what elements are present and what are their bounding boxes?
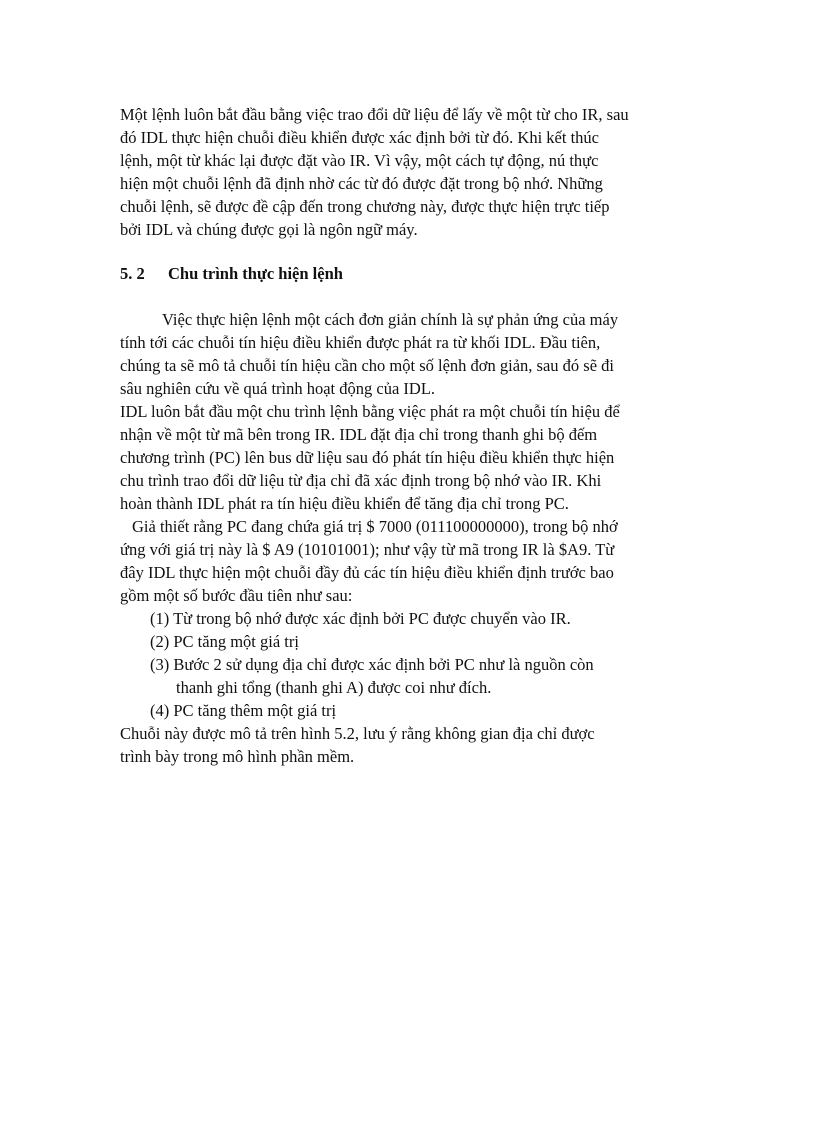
text-line: nhận về một từ mã bên trong IR. IDL đặt địa chỉ trong thanh ghi bộ đếm	[120, 425, 598, 444]
text-line: IDL luôn bắt đầu một chu trình lệnh bằng việc phát ra một chuỗi tín hiệu để	[120, 402, 620, 421]
text-line: đó IDL thực hiện chuỗi điều khiển được xác định bởi từ đó. Khi kết thúc	[120, 128, 599, 147]
text-line: ứng với giá trị này là $ A9 (10101001); như vậy từ mã trong IR là $A9. Từ	[120, 540, 615, 559]
text-line: hiện một chuỗi lệnh đã định nhờ các từ đó được đặt trong bộ nhớ. Những	[120, 174, 603, 193]
list-item: (2) PC tăng một giá trị	[150, 632, 299, 651]
list-item-continuation: thanh ghi tổng (thanh ghi A) được coi như đích.	[176, 678, 492, 697]
text-line: gồm một số bước đầu tiên như sau:	[120, 586, 353, 605]
intro-paragraph	[120, 103, 720, 241]
text-line: đây IDL thực hiện một chuỗi đầy đủ các tín hiệu điều khiển định trước bao	[120, 563, 614, 582]
text-line: chu trình trao đổi dữ liệu từ địa chỉ đã xác định trong bộ nhớ vào IR. Khi	[120, 471, 602, 490]
text-line: Việc thực hiện lệnh một cách đơn giản chính là sự phản ứng của máy	[162, 310, 619, 329]
text-line: Giả thiết rằng PC đang chứa giá trị $ 7000 (011100000000), trong bộ nhớ	[132, 517, 618, 536]
section-title: Chu trình thực hiện lệnh	[168, 264, 343, 283]
list-item: (3) Bước 2 sử dụng địa chỉ được xác định bởi PC như là nguồn còn	[150, 655, 594, 674]
text-line: hoàn thành IDL phát ra tín hiệu điều khiển để tăng địa chỉ trong PC.	[120, 494, 569, 513]
text-line: tính tới các chuỗi tín hiệu điều khiển được phát ra từ khối IDL. Đầu tiên,	[120, 333, 601, 352]
section-heading	[120, 264, 343, 284]
text-line: chương trình (PC) lên bus dữ liệu sau đó phát tín hiệu điều khiển thực hiện	[120, 448, 615, 467]
text-line: chúng ta sẽ mô tả chuỗi tín hiệu cần cho một số lệnh đơn giản, sau đó sẽ đi	[120, 356, 615, 375]
list-item: (4) PC tăng thêm một giá trị	[150, 701, 337, 720]
text-line: chuỗi lệnh, sẽ được đề cập đến trong chương này, được thực hiện trực tiếp	[120, 197, 610, 216]
text-line: lệnh, một từ khác lại được đặt vào IR. Vì vậy, một cách tự động, nú thực	[120, 151, 599, 170]
section-number: 5. 2	[120, 264, 145, 283]
text-line: trình bày trong mô hình phần mềm.	[120, 747, 355, 766]
list-item: (1) Từ trong bộ nhớ được xác định bởi PC được chuyển vào IR.	[150, 609, 571, 628]
text-line: Chuỗi này được mô tả trên hình 5.2, lưu ý rằng không gian địa chỉ được	[120, 724, 595, 743]
text-line: bởi IDL và chúng được gọi là ngôn ngữ máy.	[120, 220, 418, 239]
section-body	[120, 308, 720, 768]
text-line: Một lệnh luôn bắt đầu bằng việc trao đổi dữ liệu để lấy về một từ cho IR, sau	[120, 105, 629, 124]
text-line: sâu nghiên cứu về quá trình hoạt động của IDL.	[120, 379, 436, 398]
